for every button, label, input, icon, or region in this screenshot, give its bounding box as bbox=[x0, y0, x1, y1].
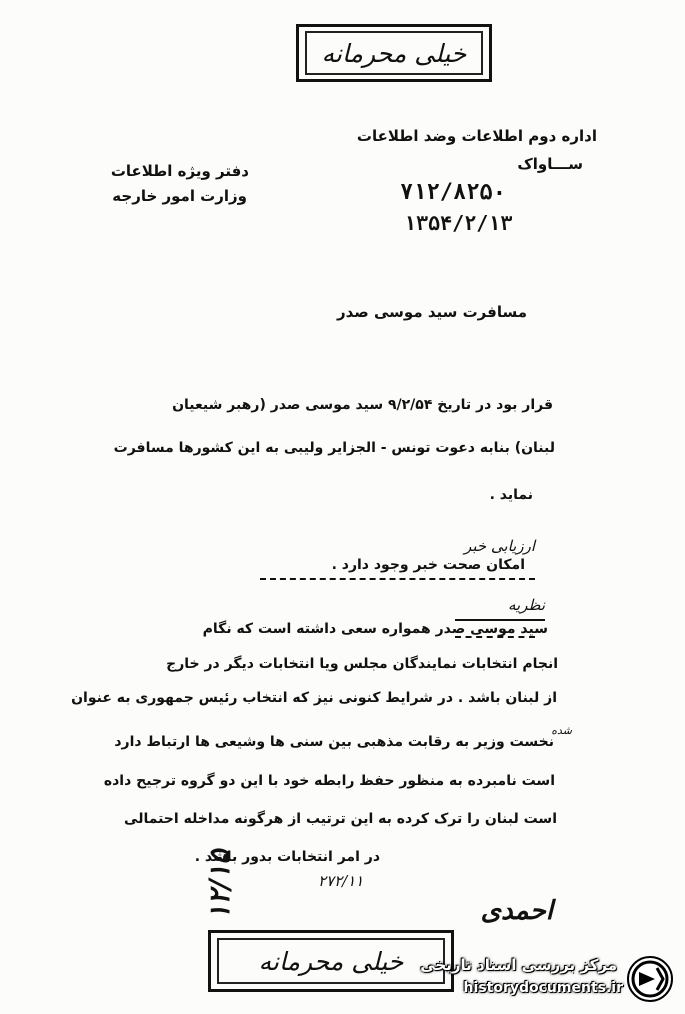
body-line-3: نماید . bbox=[489, 487, 533, 503]
comment-line-4: نخست وزیر به رقابت مذهبی بین سنی ها وشیعی ها ارتباط دارد bbox=[114, 734, 554, 750]
document-date: ۱۳۵۴/۲/۱۳ bbox=[404, 211, 513, 235]
classification-stamp-text: خیلی محرمانه bbox=[258, 946, 404, 976]
evaluation-underline bbox=[260, 578, 535, 580]
watermark-name: مرکز بررسی اسناد تاریخی bbox=[420, 956, 617, 974]
comment-line-2: انجام انتخابات نمایندگان مجلس ویا انتخابات دیگر در خارج bbox=[166, 656, 558, 672]
watermark-url: historydocuments.ir bbox=[463, 980, 623, 996]
subject-line: مسافرت سید موسی صدر bbox=[336, 303, 527, 321]
evaluation-label: ارزیابی خبر bbox=[464, 537, 535, 555]
document-number: ۷۱۲/۸۲۵۰ bbox=[400, 180, 506, 205]
evaluation-text: امکان صحت خبر وجود دارد . bbox=[331, 557, 525, 573]
body-line-2: لبنان) بنابه دعوت تونس - الجزایر ولیبی به این کشورها مسافرت bbox=[113, 440, 555, 456]
interlinear-note: شده bbox=[551, 724, 572, 737]
classification-stamp-top bbox=[296, 24, 492, 82]
comment-line-7: در امر انتخابات بدور باشد . bbox=[194, 849, 380, 865]
comment-line-5: است نامبرده به منظور حفظ رابطه خود با این دو گروه ترجیح داده bbox=[103, 773, 555, 789]
classification-stamp-text: خیلی محرمانه bbox=[321, 38, 467, 68]
comment-line-6: است لبنان را ترک کرده به این ترتیب از هرگونه مداخله احتمالی bbox=[124, 811, 557, 827]
comment-label: نظریه bbox=[508, 596, 545, 614]
handwritten-side-number: ۱۲/۱۵ bbox=[203, 849, 236, 920]
recipient-ministry: وزارت امور خارجه bbox=[112, 187, 247, 205]
department-name: اداره دوم اطلاعات وضد اطلاعات bbox=[356, 127, 597, 145]
handwritten-margin-mark: ۲۷۲/۱۱ bbox=[318, 872, 364, 890]
recipient-office: دفتر ویژه اطلاعات bbox=[110, 162, 249, 180]
comment-line-1-dash bbox=[455, 636, 535, 638]
watermark bbox=[414, 952, 679, 1008]
handwritten-initials: احمدی bbox=[480, 896, 553, 926]
comment-line-1: سید موسی صدر همواره سعی داشته است که نگام bbox=[202, 621, 548, 637]
agency-name: ســـاواک bbox=[517, 155, 583, 173]
archive-logo-icon bbox=[625, 954, 675, 1004]
body-line-1: قرار بود در تاریخ ۹/۲/۵۴ سید موسی صدر (رهبر شیعیان bbox=[172, 397, 553, 413]
comment-line-3: از لبنان باشد . در شرایط کنونی نیز که انتخاب رئیس جمهوری به عنوان bbox=[71, 690, 557, 706]
